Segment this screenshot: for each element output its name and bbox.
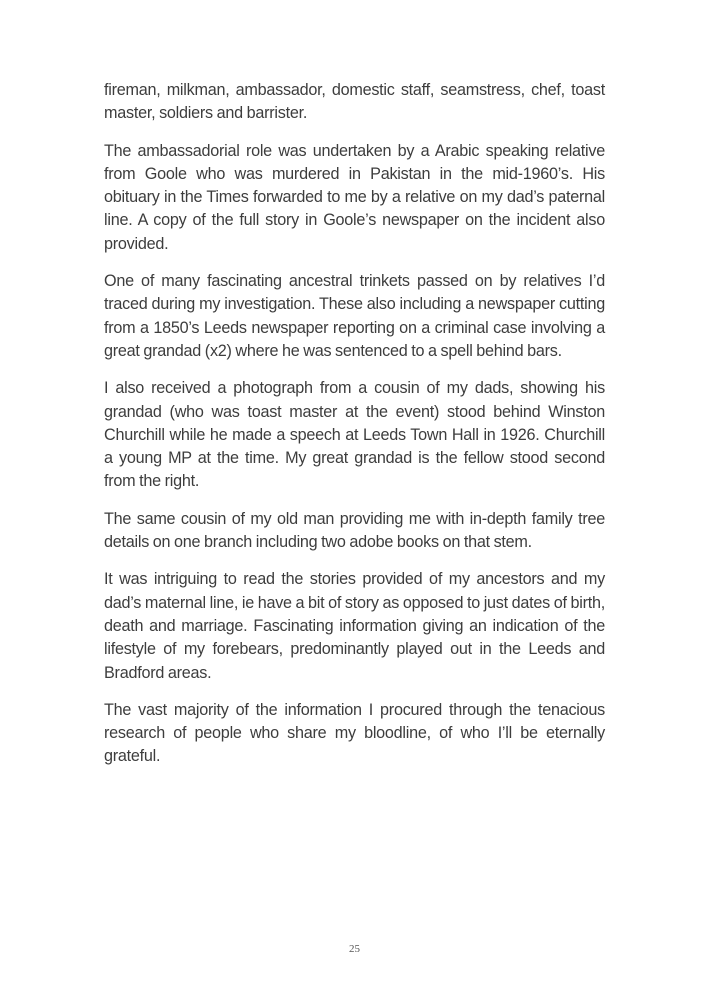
page-number: 25	[349, 943, 360, 955]
paragraph-stories: It was intriguing to read the stories provided of my ancestors and my dad’s maternal line, ie have a bit of story as opposed to just dates of birth, death and marriage. Fascinating information giving an indication of the lifestyle of my forebears, predominantly played out in the Leeds and Bradford areas.	[104, 570, 605, 682]
paragraph-gratitude: The vast majority of the information I procured through the tenacious research of people who share my bloodline, of who I’ll be eternally grateful.	[104, 700, 605, 766]
paragraph-ambassador: The ambassadorial role was undertaken by a Arabic speaking relative from Goole who was murdered in Pakistan in the mid-1960’s. His obituary in the Times forwarded to me by a relative on my dad’s paternal line. A copy of the full story in Goole’s newspaper on the incident also provided.	[104, 141, 605, 253]
paragraph-photograph: I also received a photograph from a cousin of my dads, showing his grandad (who was toast master at the event) stood behind Winston Churchill while he made a speech at Leeds Town Hall in 1926. Churchill a young MP at the time. My great grandad is the fellow stood second from the right.	[104, 379, 605, 491]
paragraph-cousin: The same cousin of my old man providing me with in-depth family tree details on one branch including two adobe books on that stem.	[104, 509, 605, 552]
paragraph-occupations: fireman, milkman, ambassador, domestic staff, seamstress, chef, toast master, soldiers and barrister.	[104, 81, 605, 123]
body-text	[104, 79, 605, 783]
paragraph-trinkets: One of many fascinating ancestral trinkets passed on by relatives I’d traced during my investigation. These also including a newspaper cutting from a 1850’s Leeds newspaper reporting on a criminal case involving a great grandad (x2) where he was sentenced to a spell behind bars.	[104, 272, 605, 360]
